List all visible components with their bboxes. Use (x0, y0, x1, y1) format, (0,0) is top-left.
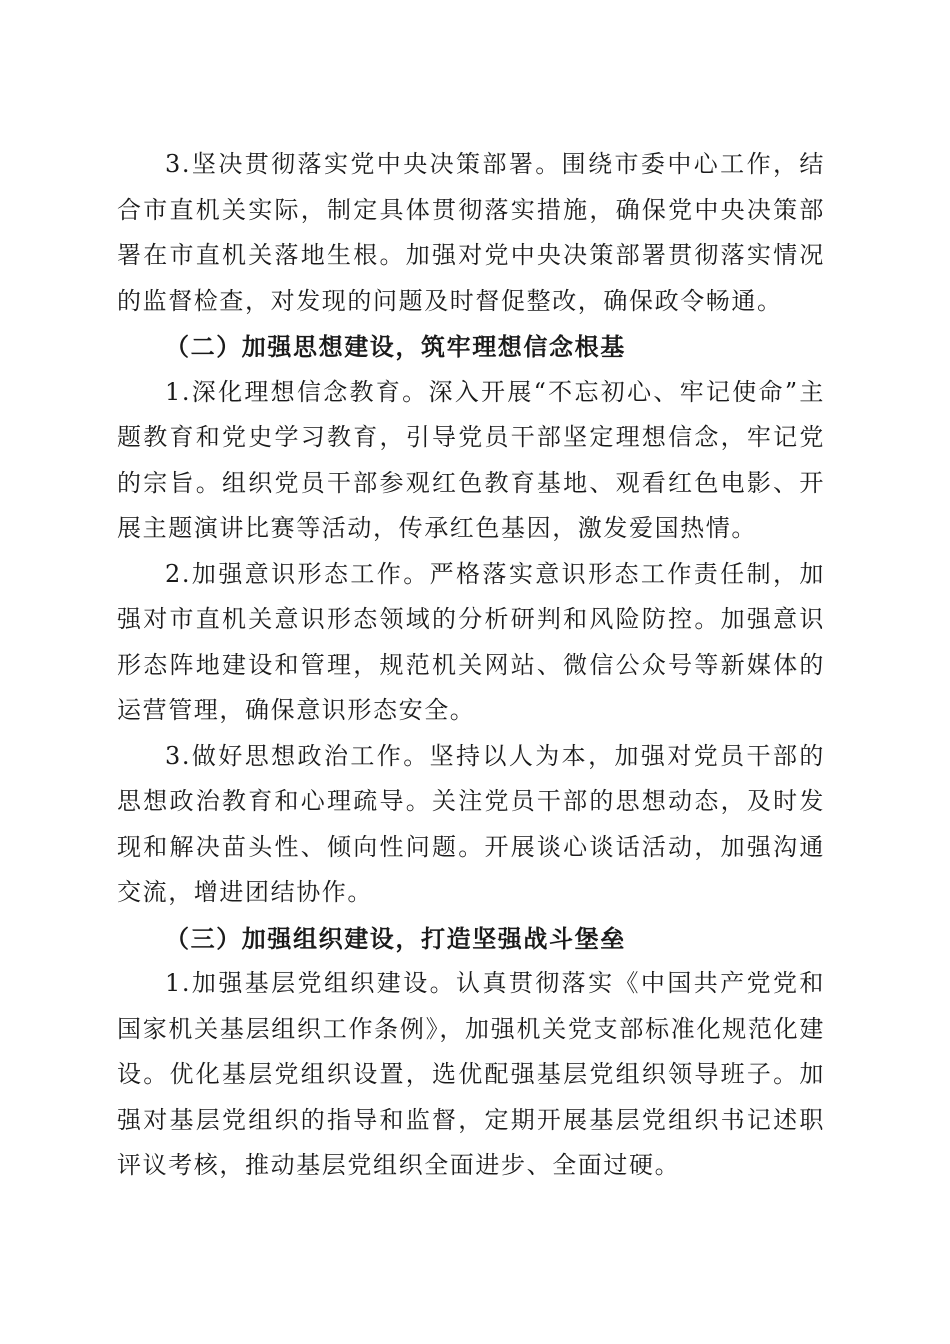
paragraph-grassroots-organization: 1.加强基层党组织建设。认真贯彻落实《中国共产党党和国家机关基层组织工作条例》，加强机关党支部标准化规范化建设。优化基层党组织设置，选优配强基层党组织领导班子。加强对基层党组织的指导和监督，定期开展基层党组织书记述职评议考核，推动基层党组织全面进步、全面过硬。 (117, 969, 825, 1179)
section-heading-organization-building: （三）加强组织建设，打造坚强战斗堡垒 (165, 923, 626, 953)
paragraph-decision-implementation: 3.坚决贯彻落实党中央决策部署。围绕市委中心工作，结合市直机关实际，制定具体贯彻落实措施，确保党中央决策部署在市直机关落地生根。加强对党中央决策部署贯彻落实情况的监督检查，对发现的问题及时督促整改，确保政令畅通。 (117, 150, 825, 315)
paragraph-ideals-education: 1.深化理想信念教育。深入开展“不忘初心、牢记使命”主题教育和党史学习教育，引导党员干部坚定理想信念，牢记党的宗旨。组织党员干部参观红色教育基地、观看红色电影、开展主题演讲比赛等活动，传承红色基因，激发爱国热情。 (117, 377, 825, 542)
section-heading-ideological-building: （二）加强思想建设，筑牢理想信念根基 (165, 332, 626, 361)
paragraph-ideology-work: 2.加强意识形态工作。严格落实意识形态工作责任制，加强对市直机关意识形态领域的分析研判和风险防控。加强意识形态阵地建设和管理，规范机关网站、微信公众号等新媒体的运营管理，确保意识形态安全。 (117, 559, 825, 724)
paragraph-political-work: 3.做好思想政治工作。坚持以人为本，加强对党员干部的思想政治教育和心理疏导。关注党员干部的思想动态，及时发现和解决苗头性、倾向性问题。开展谈心谈话活动，加强沟通交流，增进团结协作。 (117, 741, 825, 906)
document-body (117, 142, 825, 1189)
